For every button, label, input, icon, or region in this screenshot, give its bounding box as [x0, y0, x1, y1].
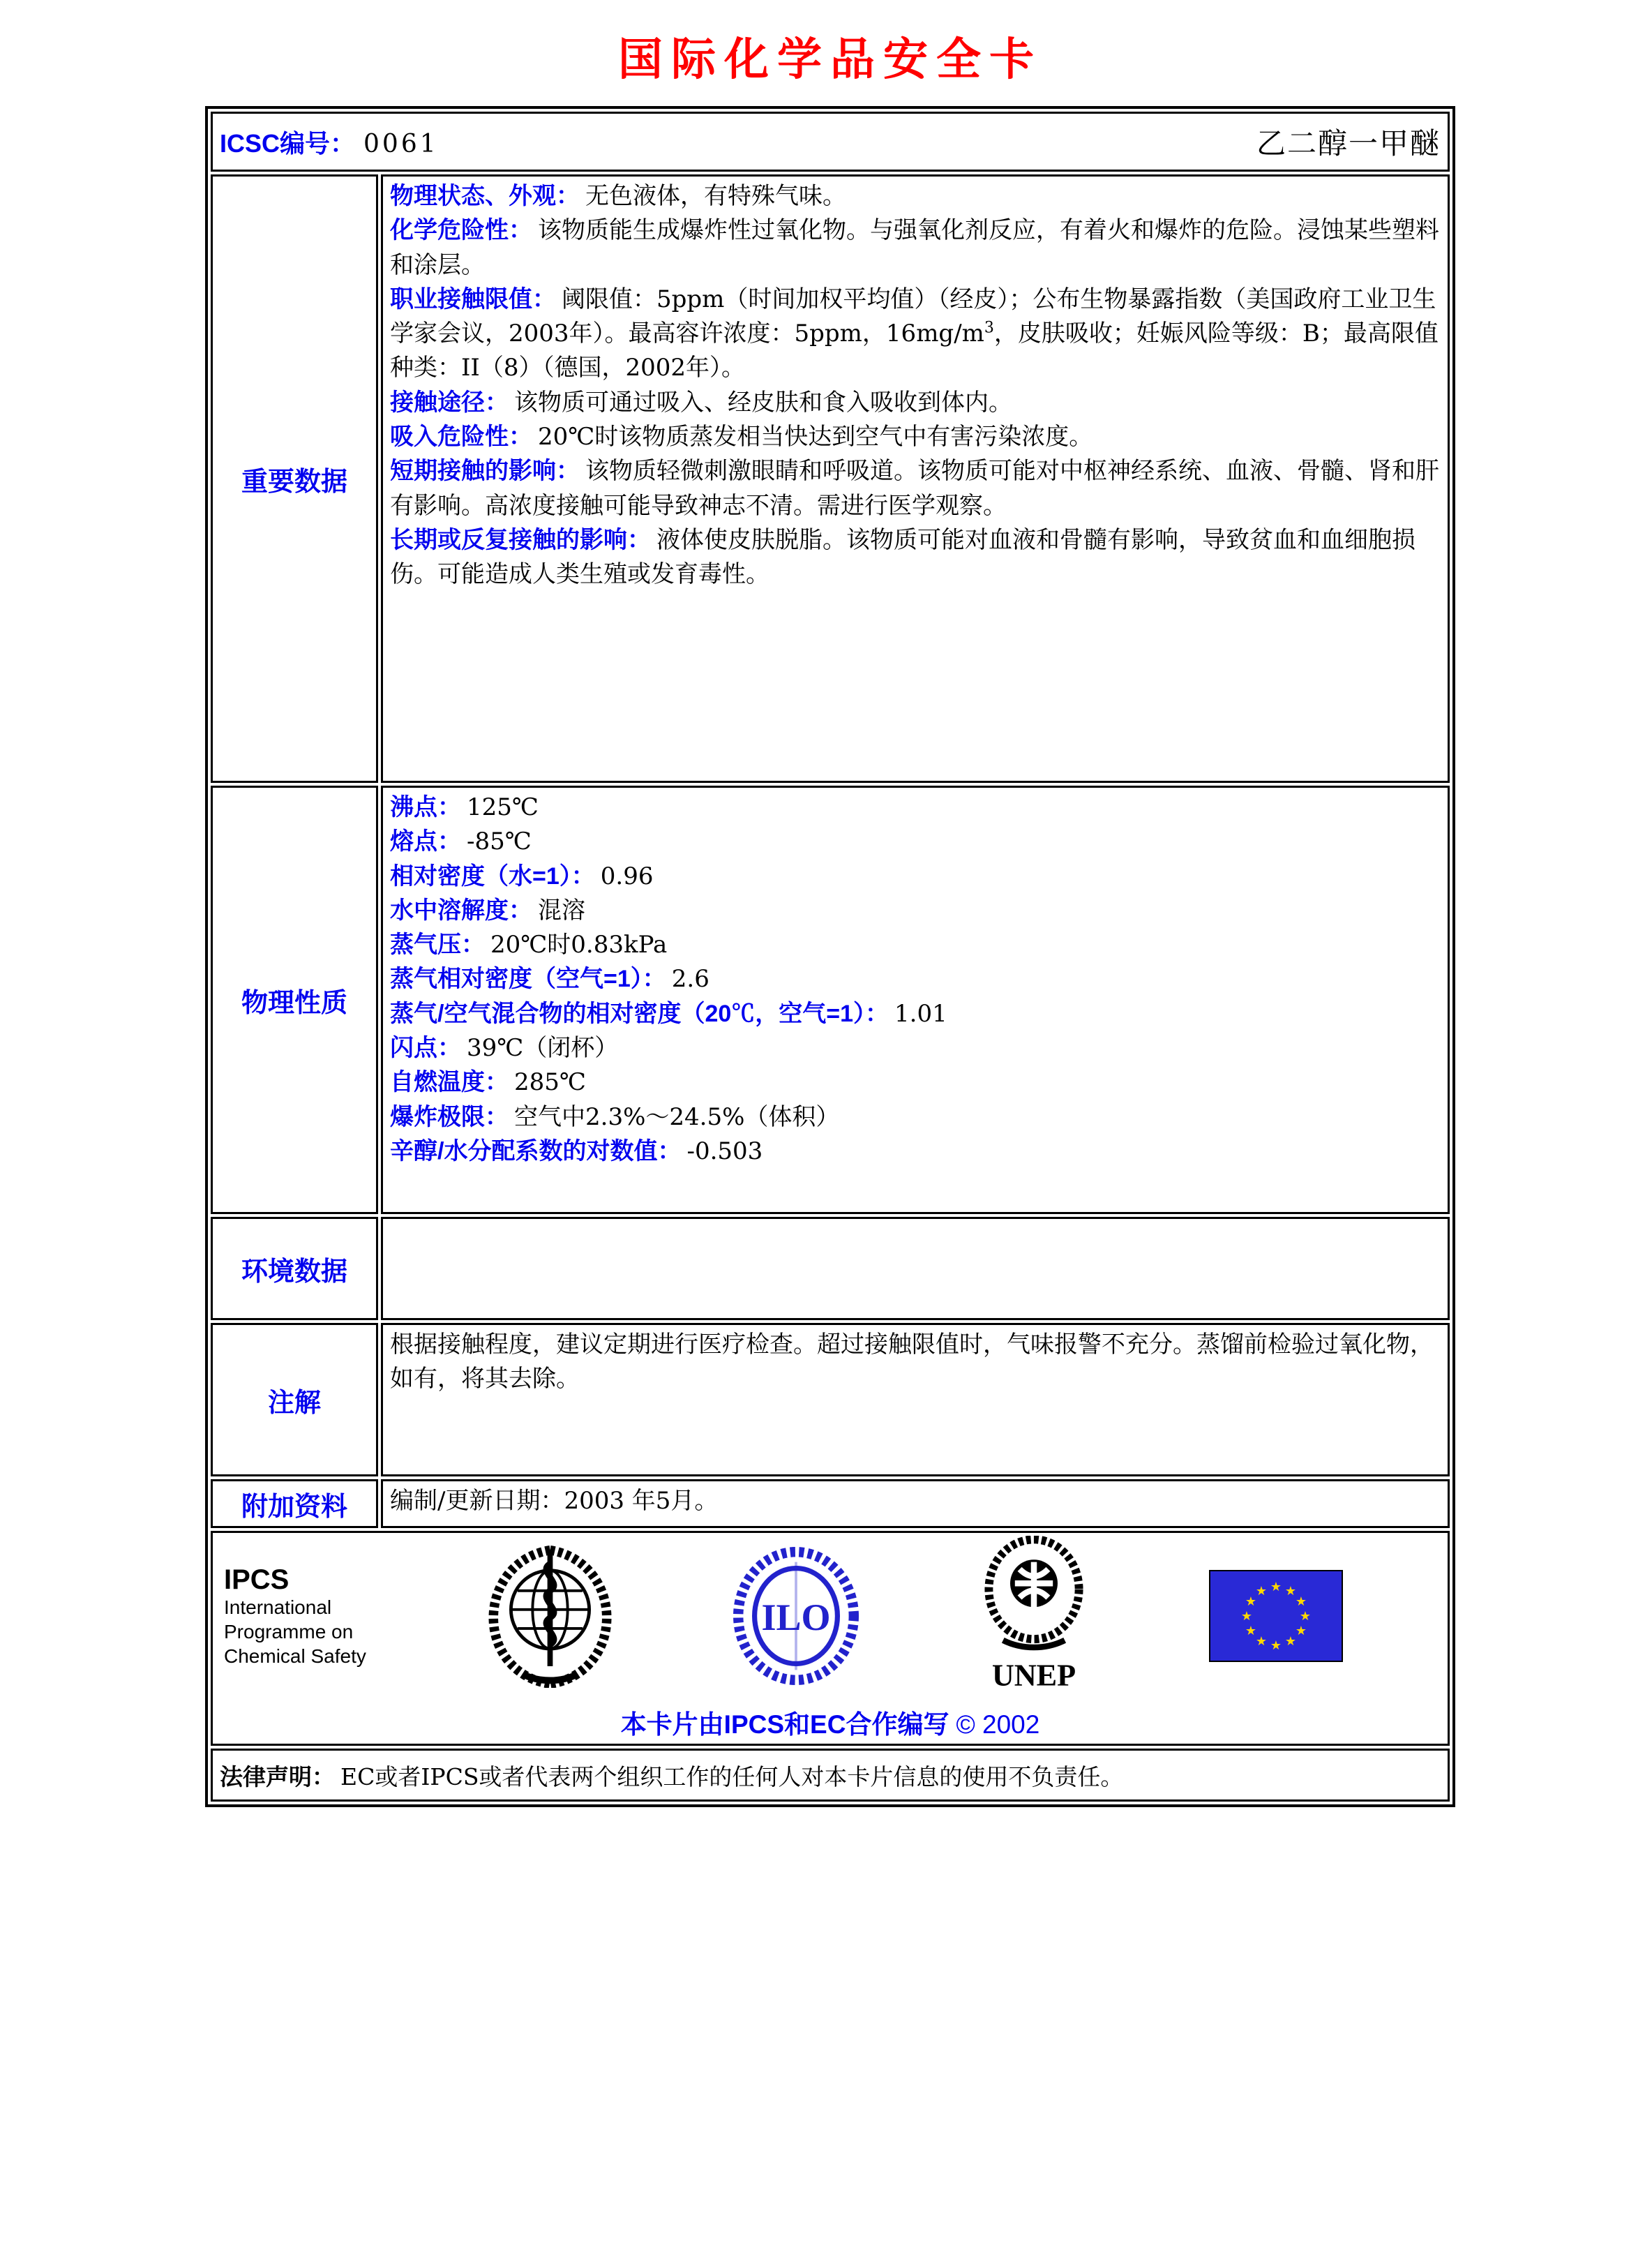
svg-text:★: ★	[1255, 1584, 1268, 1599]
physical-properties-row	[211, 786, 1450, 1214]
svg-text:★: ★	[1245, 1594, 1257, 1609]
field-label: 蒸气相对密度（空气=1）：	[390, 966, 666, 993]
field-text: -0.503	[686, 1137, 763, 1165]
physical-item-vapor-pressure	[390, 928, 1441, 962]
field-label: 长期或反复接触的影响：	[390, 526, 651, 553]
section-label-notes: 注解	[211, 1323, 378, 1476]
field-label: 吸入危险性：	[390, 424, 532, 451]
field-text: 20℃时该物质蒸发相当快达到空气中有害污染浓度。	[538, 423, 1093, 451]
physical-item-octanol-water-partition	[390, 1135, 1441, 1169]
credit-year: © 2002	[956, 1710, 1040, 1739]
svg-text:★: ★	[1284, 1634, 1297, 1649]
field-label: 蒸气/空气混合物的相对密度（20℃，空气=1）：	[390, 1000, 889, 1027]
header-row	[211, 112, 1450, 172]
important-item-short-term-effects	[390, 454, 1441, 523]
important-data-content	[381, 174, 1450, 783]
important-item-exposure-routes	[390, 386, 1441, 420]
field-label: 爆炸极限：	[390, 1103, 509, 1130]
header-cell	[211, 112, 1450, 172]
section-label-important-data: 重要数据	[211, 174, 378, 783]
field-label: 闪点：	[390, 1035, 461, 1062]
field-label: 职业接触限值：	[390, 285, 556, 313]
field-text: 20℃时0.83kPa	[490, 931, 668, 959]
superscript: 3	[984, 319, 994, 337]
field-text: 该物质轻微刺激眼睛和呼吸道。该物质可能对中枢神经系统、血液、骨髓、肾和肝有影响。高浓度接触可能导致神志不清。需进行医学观察。	[390, 457, 1439, 520]
page-title: 国际化学品安全卡	[618, 34, 1042, 84]
section-label-additional-info: 附加资料	[211, 1479, 378, 1528]
notes-text: 根据接触程度，建议定期进行医疗检查。超过接触限值时，气味报警不充分。蒸馏前检验过氧化物，如有，将其去除。	[390, 1331, 1434, 1393]
physical-item-water-solubility	[390, 894, 1441, 928]
svg-text:★: ★	[1295, 1624, 1307, 1638]
legal-text: EC或者IPCS或者代表两个组织工作的任何人对本卡片信息的使用不负责任。	[340, 1763, 1124, 1790]
svg-text:★: ★	[1270, 1580, 1282, 1594]
environmental-data-text	[390, 1222, 1441, 1315]
svg-text:★: ★	[1270, 1638, 1282, 1653]
field-text: 混溶	[538, 896, 585, 925]
icsc-number-value: 0061	[363, 129, 439, 158]
field-label: 自燃温度：	[390, 1069, 509, 1096]
physical-item-boiling-point	[390, 791, 1441, 825]
chemical-name: 乙二醇一甲醚	[1256, 126, 1441, 160]
physical-properties-content	[381, 786, 1450, 1214]
ipcs-subtitle-line3: Chemical Safety	[224, 1645, 366, 1667]
eu-flag-icon	[1209, 1570, 1343, 1662]
additional-info-content	[381, 1479, 1450, 1528]
unep-logo-icon	[975, 1536, 1093, 1696]
icsc-number-group	[220, 124, 439, 160]
field-text: 阈限值：5ppm（时间加权平均值）（经皮）；公布生物暴露指数（美国政府工业卫生学家会议，2003年）。最高容许浓度：5ppm，16mg/m	[390, 285, 1436, 348]
field-text: 125℃	[467, 793, 539, 821]
physical-item-vapor-density	[390, 962, 1441, 996]
field-label: 辛醇/水分配系数的对数值：	[390, 1137, 682, 1165]
credit-line	[220, 1703, 1441, 1741]
physical-item-flash-point	[390, 1031, 1441, 1065]
field-text: 39℃（闭杯）	[467, 1034, 619, 1063]
section-label-physical-properties: 物理性质	[211, 786, 378, 1214]
field-label: 化学危险性：	[390, 217, 532, 244]
field-text: 无色液体，有特殊气味。	[585, 182, 846, 210]
icsc-number-label: ICSC编号：	[220, 128, 356, 158]
svg-text:★: ★	[1245, 1624, 1257, 1638]
svg-text:★: ★	[1284, 1584, 1297, 1599]
field-text: 空气中2.3%～24.5%（体积）	[514, 1102, 840, 1131]
field-label: 水中溶解度：	[390, 897, 532, 924]
svg-text:★: ★	[1299, 1609, 1312, 1624]
legal-row	[211, 1749, 1450, 1802]
ipcs-subtitle-line2: Programme on	[224, 1620, 354, 1642]
physical-item-explosive-limits	[390, 1100, 1441, 1135]
physical-item-melting-point	[390, 825, 1441, 859]
field-text: 该物质能生成爆炸性过氧化物。与强氧化剂反应，有着火和爆炸的危险。浸蚀某些塑料和涂层。	[390, 216, 1439, 279]
who-logo-icon	[482, 1545, 618, 1688]
important-data-row	[211, 174, 1450, 783]
ipcs-text-block	[224, 1564, 366, 1668]
field-text: 0.96	[600, 862, 654, 890]
section-label-environmental-data: 环境数据	[211, 1217, 378, 1320]
important-item-appearance	[390, 179, 1441, 214]
environmental-data-row	[211, 1217, 1450, 1320]
svg-text:★: ★	[1295, 1594, 1307, 1609]
svg-text:UNEP: UNEP	[992, 1658, 1076, 1693]
field-text: 1.01	[894, 999, 947, 1028]
physical-item-vapor-air-mixture-density	[390, 997, 1441, 1031]
logos-cell	[211, 1531, 1450, 1746]
field-text: 液体使皮肤脱脂。该物质可能对血液和骨髓有影响，导致贫血和血细胞损伤。可能造成人类生殖或发育毒性。	[390, 525, 1416, 589]
field-label: 短期接触的影响：	[390, 458, 580, 485]
field-label: 蒸气压：	[390, 931, 485, 959]
legal-cell	[211, 1749, 1450, 1802]
additional-info-text: 编制/更新日期：2003 年5月。	[390, 1487, 719, 1515]
field-label: 接触途径：	[390, 389, 509, 416]
icsc-card-table	[205, 106, 1455, 1807]
notes-row	[211, 1323, 1450, 1476]
environmental-data-content	[381, 1217, 1450, 1320]
ilo-logo-icon	[733, 1546, 859, 1686]
field-label: 物理状态、外观：	[390, 183, 580, 209]
important-item-exposure-limits	[390, 283, 1441, 386]
ipcs-subtitle-line1: International	[224, 1596, 332, 1618]
field-text: 该物质可通过吸入、经皮肤和食入吸收到体内。	[514, 388, 1012, 417]
field-text: 285℃	[514, 1068, 586, 1097]
important-item-long-term-effects	[390, 523, 1441, 592]
important-item-inhalation-risk	[390, 420, 1441, 454]
svg-text:★: ★	[1240, 1609, 1253, 1624]
svg-text:ILO: ILO	[761, 1596, 831, 1638]
field-text: -85℃	[467, 828, 532, 856]
logos-row	[211, 1531, 1450, 1746]
page	[0, 24, 1652, 2260]
field-text: ，皮肤吸收；妊娠风险等级：B；最高限值种类：II（8）（德国，2002年）。	[390, 320, 1439, 382]
additional-info-row	[211, 1479, 1450, 1528]
physical-item-autoignition-temperature	[390, 1065, 1441, 1100]
field-text: 2.6	[671, 965, 709, 994]
field-label: 熔点：	[390, 828, 461, 855]
notes-content	[381, 1323, 1450, 1476]
physical-item-relative-density	[390, 860, 1441, 894]
svg-text:★: ★	[1255, 1634, 1268, 1649]
legal-label: 法律声明：	[220, 1763, 335, 1790]
field-label: 沸点：	[390, 794, 461, 821]
credit-text: 本卡片由IPCS和EC合作编写	[620, 1710, 949, 1739]
important-item-chemical-danger	[390, 214, 1441, 283]
field-label: 相对密度（水=1）：	[390, 862, 595, 890]
ipcs-title: IPCS	[224, 1564, 290, 1595]
